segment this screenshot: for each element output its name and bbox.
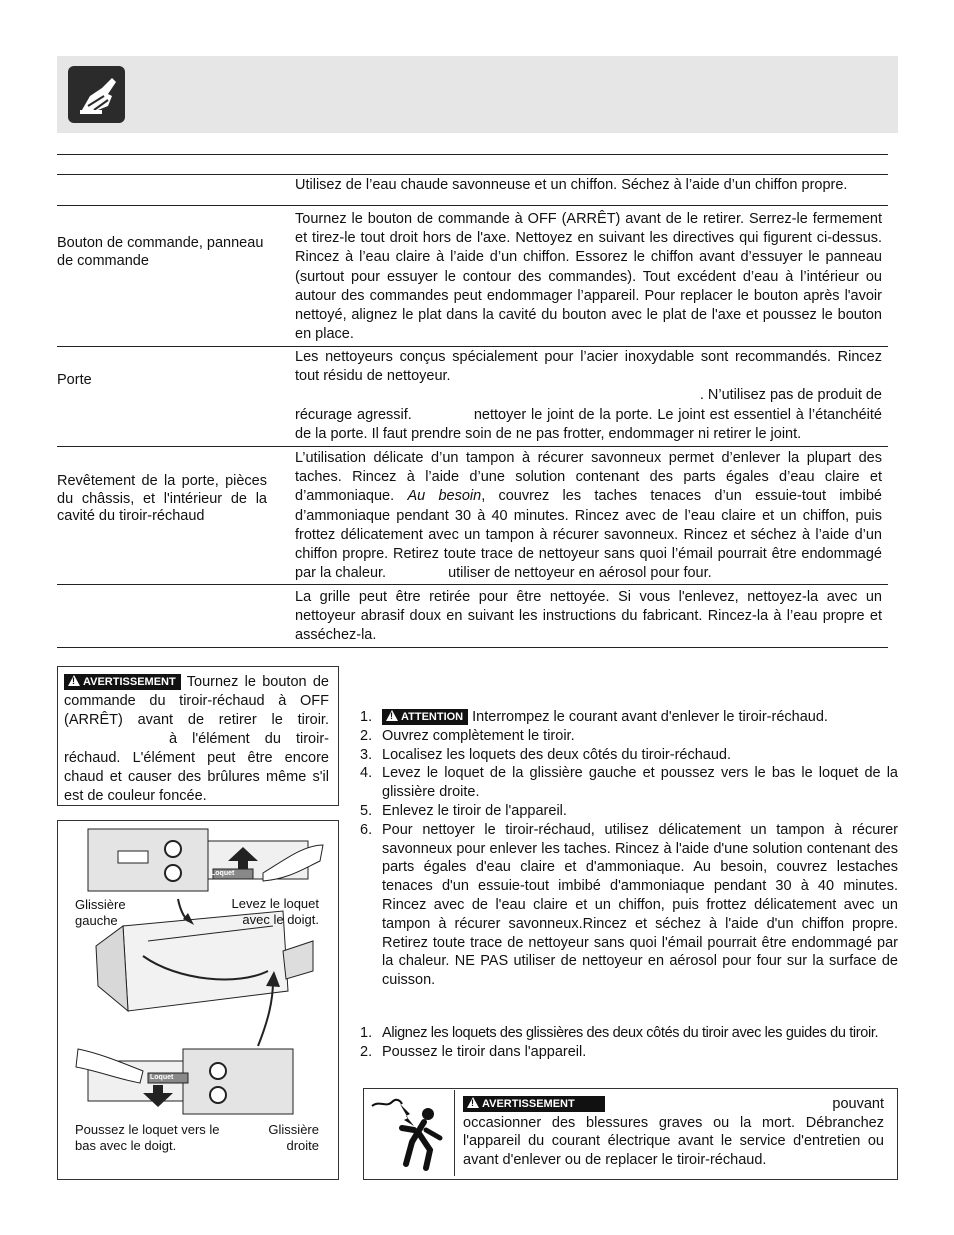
list-item <box>360 708 898 727</box>
step-text: Localisez les loquets des deux côtés du tiroir-réchaud. <box>382 746 731 763</box>
warning-text <box>64 673 329 806</box>
caption-lift-latch: Levez le loquet avec le doigt. <box>231 896 319 927</box>
table-bottom-rule <box>57 647 888 648</box>
step-number: 3. <box>360 746 373 763</box>
electric-shock-icon <box>366 1090 455 1176</box>
table-cell-text <box>295 449 882 583</box>
hand-cleaning-icon <box>68 66 125 123</box>
step-text: Poussez le tiroir dans l'appareil. <box>382 1043 587 1060</box>
table-cell-emphasis: Au besoin <box>407 488 482 505</box>
table-cell-text <box>295 348 882 444</box>
table-cell-text-b: , couvrez les taches tenaces d’un essuie-tout imbibé d’ammoniaque pendant 30 à 40 minutes. Rincez avec de l’eau claire et un chiffon, puis frottez délicatement avec un tampon à récurer savonneux. Rincez et séchez à l’aide d’un chiffon propre. Retirez toute trace de nettoyeur sans quoi l’émail pourrait être endommagé par la chaleur. <box>295 488 882 582</box>
table-cell-text-c: utiliser de nettoyeur en aérosol pour four. <box>448 565 712 582</box>
step-number: 6. <box>360 821 373 838</box>
latch-label: Loquet <box>211 870 235 877</box>
warning-badge: !AVERTISSEMENT <box>64 674 181 690</box>
electric-warning-text <box>463 1095 884 1169</box>
caption-push-latch: Poussez le loquet vers le bas avec le doigt. <box>75 1122 220 1153</box>
step-text: Ouvrez complètement le tiroir. <box>382 727 575 744</box>
warning-text-a: Tournez le bouton de commande du tiroir-réchaud à OFF (ARRÊT) avant de retirer le tiroir. <box>64 674 329 728</box>
table-rule <box>57 174 888 175</box>
table-cell-text: Utilisez de l’eau chaude savonneuse et un chiffon. Séchez à l’aide d’un chiffon propre. <box>295 177 848 193</box>
table-cell-text-a: L’utilisation délicate d’un tampon à récurer savonneux permet d’enlever la plupart des taches. Rincez à l’aide d’une solution contenant des parts égales d’eau claire et d’ammoniaque. <box>295 450 882 505</box>
step-text: Alignez les loquets des glissières des deux côtés du tiroir avec les guides du tiroir. <box>382 1025 879 1041</box>
warning-badge: !AVERTISSEMENT <box>463 1096 605 1112</box>
table-rule <box>57 346 888 347</box>
warning-triangle-icon <box>68 675 80 686</box>
table-cell-text-a: Les nettoyeurs conçus spécialement pour l’acier inoxydable sont recommandés. Rincez tout résidu de nettoyeur. <box>295 349 882 385</box>
step-text: Enlevez le tiroir de l'appareil. <box>382 802 567 819</box>
list-item <box>360 1043 898 1062</box>
list-item <box>360 802 898 821</box>
caption-right-slide: Glissière droite <box>268 1122 319 1153</box>
list-item <box>360 1024 898 1043</box>
latch-label: Loquet <box>150 1074 174 1081</box>
warning-text-b: à l'élément du tiroir-réchaud. L'élément peut être encore chaud et causer des brûlures même s'il est de couleur foncée. <box>64 731 329 804</box>
caption-left-slide: Glissière gauche <box>75 897 126 928</box>
table-cell-text: La grille peut être retirée pour être nettoyée. Si vous l'enlevez, nettoyez-la avec un nettoyeur abrasif doux en suivant les instructions du fabricant. Rincez-la à l’eau propre et asséchez-la. <box>295 589 882 644</box>
list-item <box>360 746 898 765</box>
table-cell-text-b: . N’utilisez pas de produit de <box>699 387 882 404</box>
step-number: 1. <box>360 709 373 725</box>
step-text: Levez le loquet de la glissière gauche et poussez vers le bas le loquet de la glissière droite. <box>382 765 898 801</box>
warning-text-a: pouvant <box>832 1096 884 1112</box>
step-number: 2. <box>360 1043 373 1060</box>
table-rule <box>57 446 888 447</box>
removal-steps-list <box>360 708 898 990</box>
table-rule <box>57 205 888 206</box>
warning-text-b: occasionner des blessures graves ou la mort. Débranchez l'appareil du courant électrique avant le service d'entretien ou avant d'enlever ou de replacer le tiroir-réchaud. <box>463 1114 884 1168</box>
table-top-rule <box>57 154 888 155</box>
table-row-label: Porte <box>57 372 92 388</box>
step-text: Interrompez le courant avant d'enlever le tiroir-réchaud. <box>472 709 828 725</box>
table-cell-text: Tournez le bouton de commande à OFF (ARRÊT) avant de le retirer. Serrez-le fermement et tirez-le tout droit hors de l'axe. Nettoyez en suivant les directives qui figurent ci-dessus. Rincez à l’eau claire à l’aide d’un chiffon. Essorez le chiffon avant d’essuyer le panneau (surtout pour essuyer le contour des commandes). Tout excédent d’eau à l’intérieur ou autour des commandes peut endommager l’appareil. Pour replacer le bouton après l'avoir nettoyé, alignez le plat dans la cavité du bouton avec le plat de l'axe et poussez le bouton en place. <box>295 211 882 343</box>
step-number: 1. <box>360 1025 373 1041</box>
step-number: 2. <box>360 727 373 744</box>
section-header <box>57 56 898 133</box>
table-row-label: Bouton de commande, panneau de commande <box>57 235 264 269</box>
table-rule <box>57 584 888 585</box>
attention-badge: ! ATTENTION <box>382 709 468 725</box>
list-item <box>360 821 898 990</box>
table-cell-text-d: nettoyer le joint de la porte. Le joint est essentiel à l’étanchéité de la porte. Il faut prendre soin de ne pas frotter, endommager ni retirer le joint. <box>295 406 882 442</box>
step-number: 4. <box>360 765 373 782</box>
list-item <box>360 764 898 802</box>
step-number: 5. <box>360 802 373 819</box>
list-item <box>360 727 898 746</box>
table-cell-text-c: récurage agressif. <box>295 406 412 423</box>
table-row-label: Revêtement de la porte, pièces du châssis, et l'intérieur de la cavité du tiroir-réchaud <box>57 473 267 524</box>
warning-triangle-icon <box>386 710 398 721</box>
replace-steps-list <box>360 1024 898 1062</box>
step-text: Pour nettoyer le tiroir-réchaud, utilisez délicatement un tampon à récurer savonneux pour enlever les taches. Rincez à l'aide d'une solution contenant des parts égales d'eau claire et d'ammoniaque. Au besoin, couvrez lestaches tenaces d'un essuie-tout imbibé d'ammoniaque pendant 30 à 40 minutes. Rincez avec de l'eau claire et un chiffon, puis frottez délicatement avec un tampon à récurer savonneux.Rincez et séchez à l'aide d'un chiffon propre. Retirez toute trace de nettoyeur sans quoi l'émail pourrait être endommagé par la chaleur. NE PAS utiliser de nettoyeur en aérosol pour four sur la surface de cuisson. <box>382 821 898 989</box>
warning-triangle-icon <box>467 1097 479 1108</box>
